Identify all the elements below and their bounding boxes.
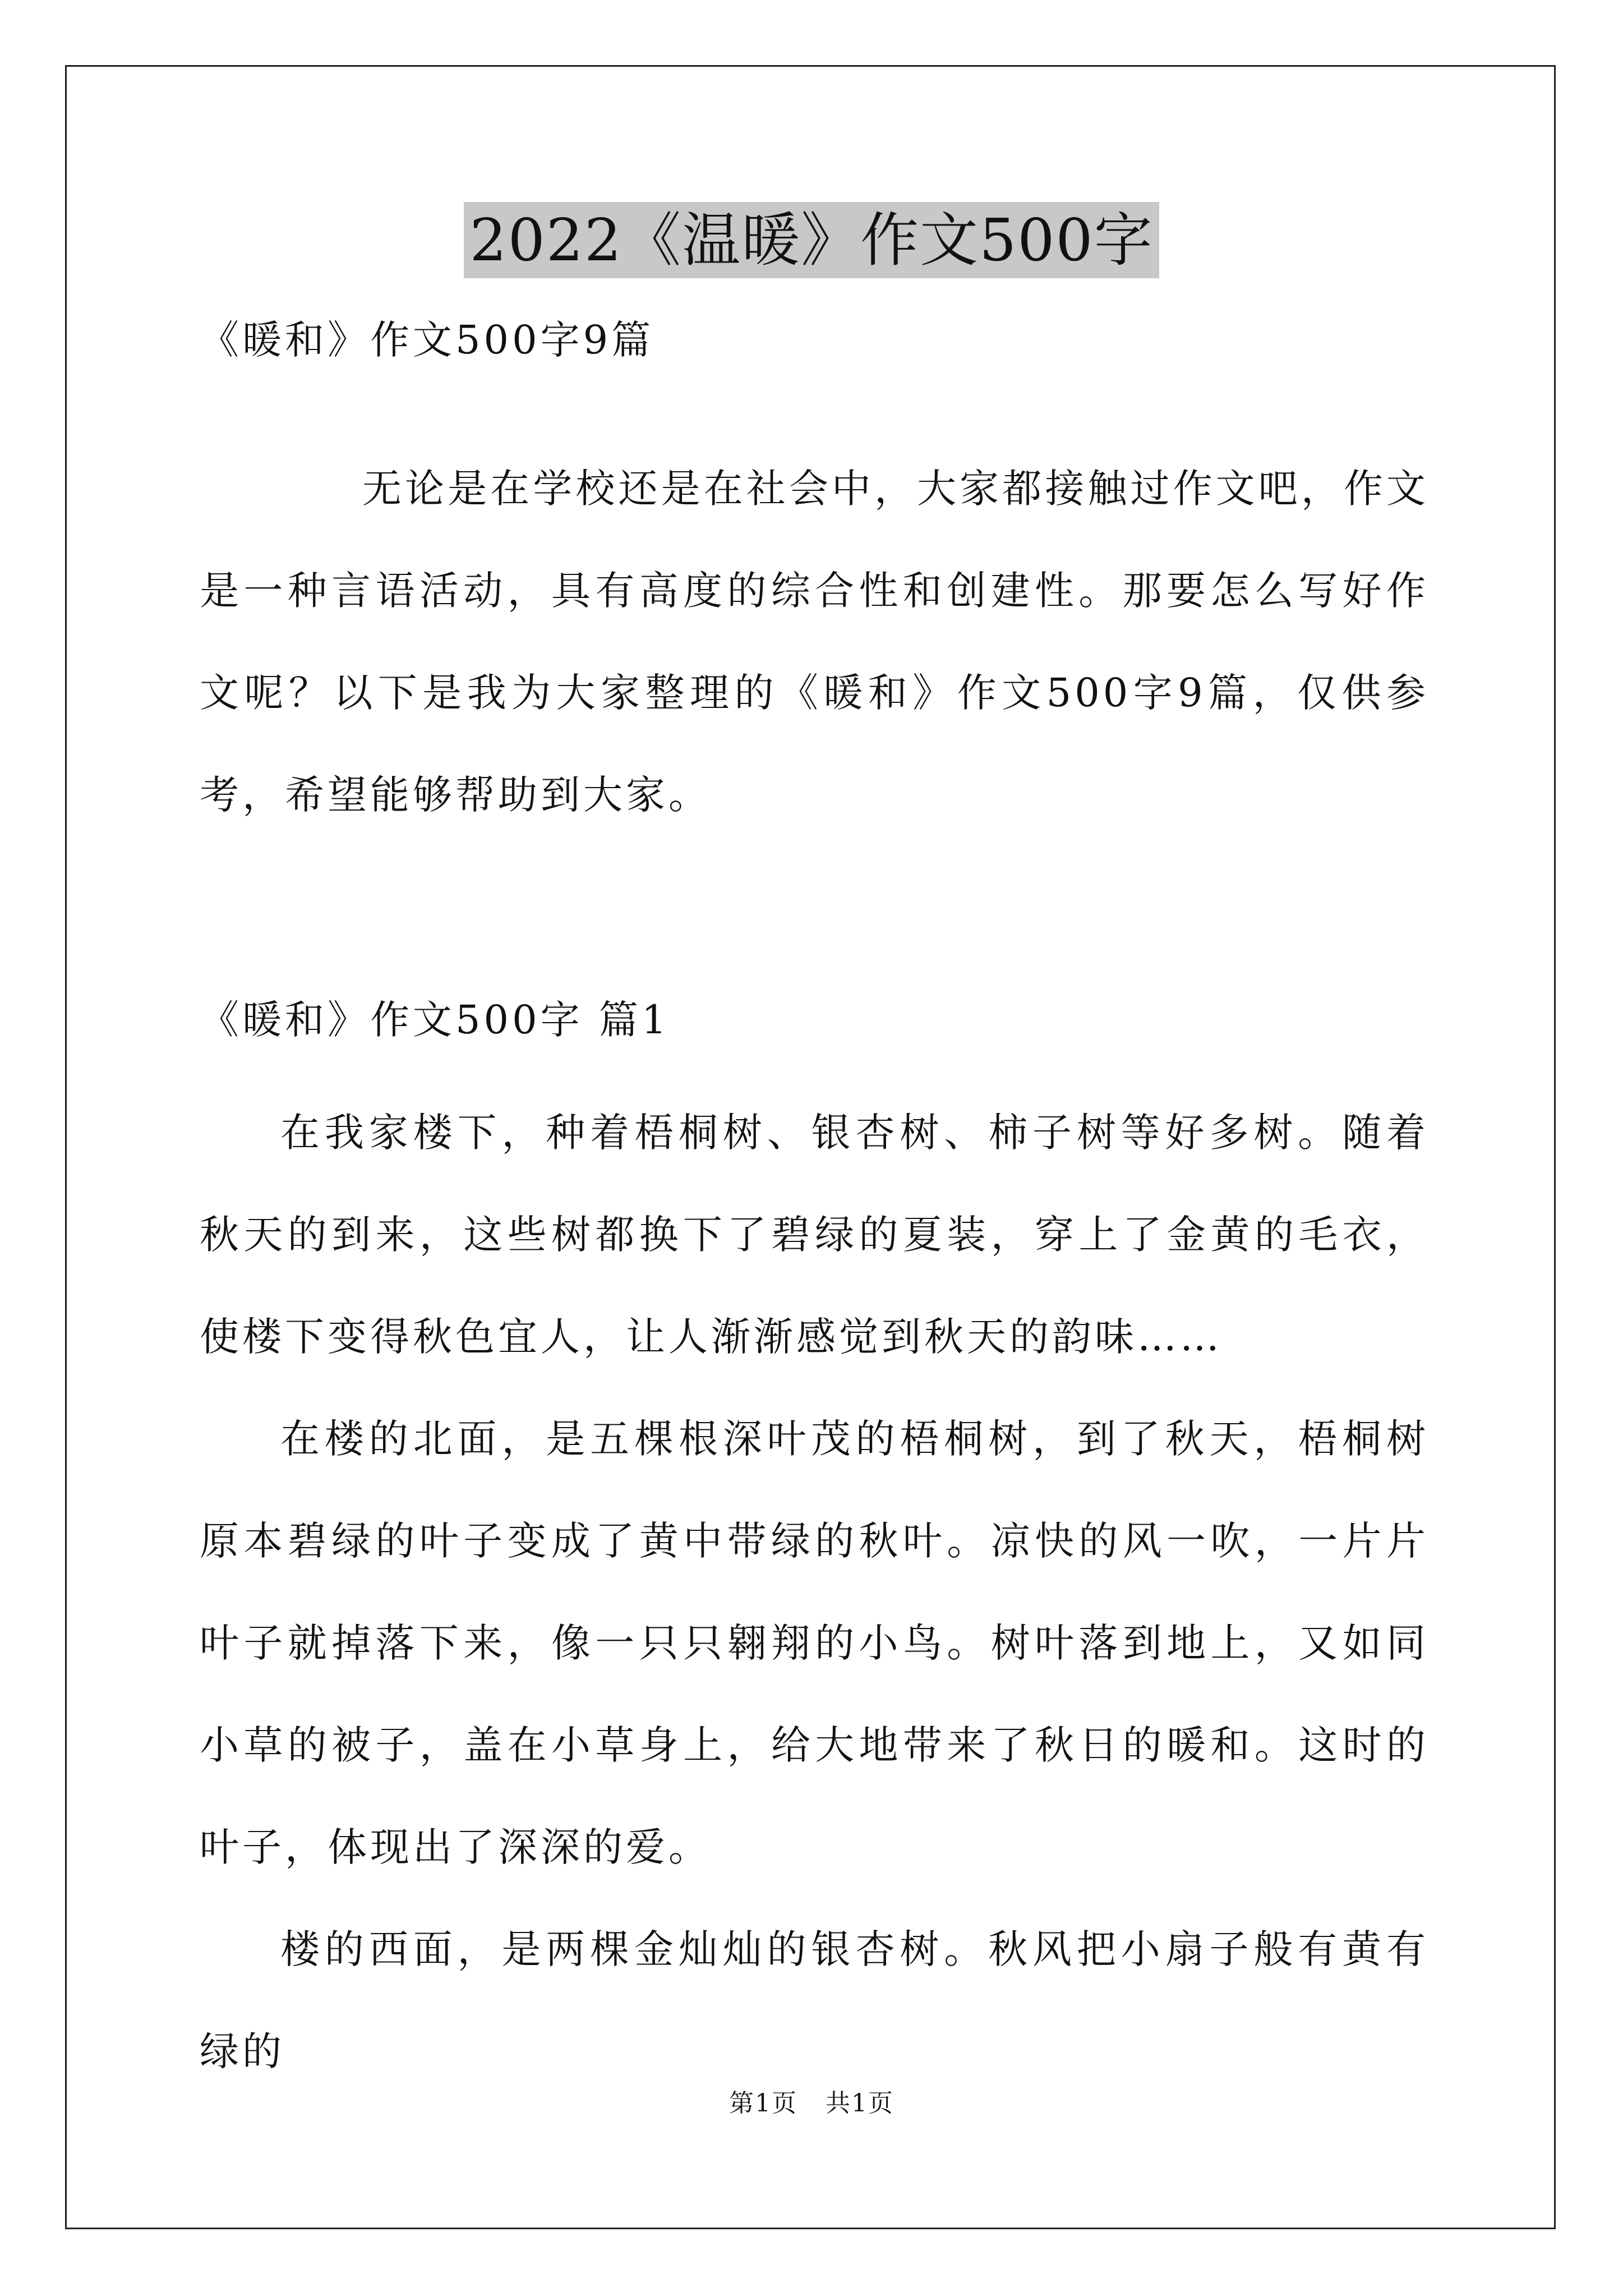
intro-section [200,438,1429,846]
body-paragraph: 在我家楼下，种着梧桐树、银杏树、柿子树等好多树。随着秋天的到来，这些树都换下了碧绿的夏装，穿上了金黄的毛衣，使楼下变得秋色宜人，让人渐渐感觉到秋天的韵味…… [200,1110,1429,1360]
intro-paragraph: 无论是在学校还是在社会中，大家都接触过作文吧，作文是一种言语活动，具有高度的综合性和创建性。那要怎么写好作文呢？以下是我为大家整理的《暖和》作文500字9篇，仅供参考，希望能够帮助到大家。 [200,466,1429,818]
page-number: 第1页 [729,2089,797,2118]
document-subtitle: 《暖和》作文500字9篇 [200,317,654,363]
page-total: 共1页 [826,2089,894,2118]
section-heading: 《暖和》作文500字 篇1 [200,997,670,1043]
body-paragraph: 在楼的北面，是五棵根深叶茂的梧桐树，到了秋天，梧桐树原本碧绿的叶子变成了黄中带绿的秋叶。凉快的风一吹，一片片叶子就掉落下来，像一只只翱翔的小鸟。树叶落到地上，又如同小草的被子，盖在小草身上，给大地带来了秋日的暖和。这时的叶子，体现出了深深的爱。 [200,1416,1429,1870]
title-container [0,202,1623,278]
body-paragraph: 楼的西面，是两棵金灿灿的银杏树。秋风把小扇子般有黄有绿的 [200,1926,1429,2074]
document-title: 2022《温暖》作文500字 [464,202,1159,278]
page-footer [0,2087,1623,2120]
essay-body [200,1082,1429,2102]
